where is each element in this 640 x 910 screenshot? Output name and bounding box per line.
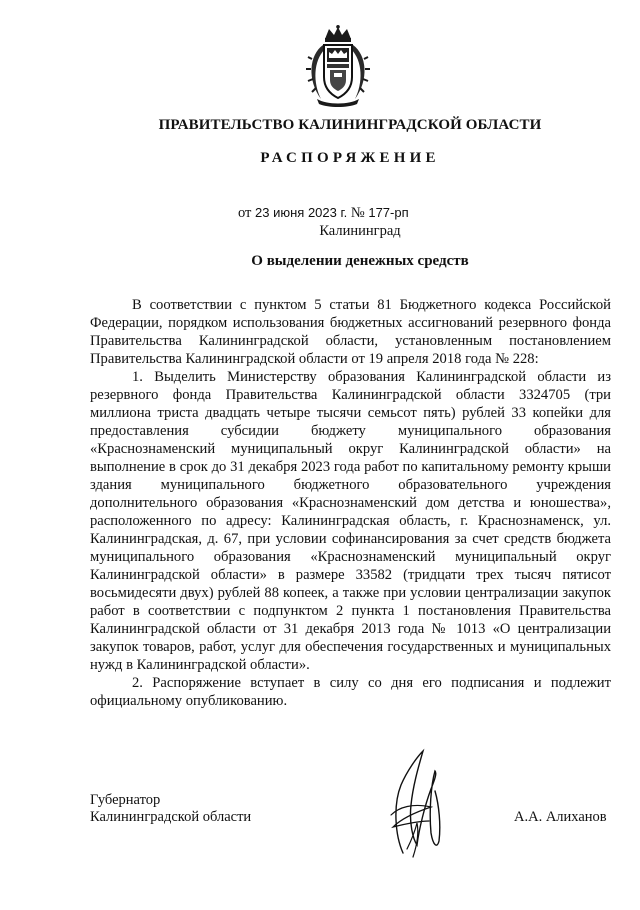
date-number-line [238,205,409,222]
signer-position-line-1: Губернатор [90,792,161,808]
document-subject: О выделении денежных средств [251,253,469,269]
body-paragraph-item-2: 2. Распоряжение вступает в силу со дня его подписания и подлежит официальному опубликованию. [90,675,611,709]
document-date: 23 июня 2023 г. [255,205,348,220]
body-paragraph-item-1: 1. Выделить Министерству образования Калининградской области из резервного фонда Правительства Калининградской области 3324705 (три миллиона триста двадцать четыре тысячи семьсот пять) рублей 33 копейки для предоставления субсидии бюджету муниципального образования «Краснознаменский муниципальный округ Калининградской области» на выполнение в срок до 31 декабря 2023 года работ по капитальному ремонту крыши здания муниципального бюджетного образовательного учреждения дополнительного образования «Краснознаменский дом детства и юношества», расположенного по адресу: Калининградская область, г. Краснознаменск, ул. Калининградская, д. 67, при условии софинансирования за счет средств бюджета муниципального образования «Краснознаменский муниципальный округ Калининградской области» в размере 33582 (тридцати трех тысяч пятисот восьмидесяти двух) рублей 88 копеек, а также при условии централизации закупок работ в соответствии с подпунктом 2 пункта 1 постановления Правительства Калининградской области от 31 декабря 2013 года № 1013 «О централизации закупок товаров, работ, услуг для обеспечения государственных и муниципальных нужд в Калининградской области». [90,369,611,673]
document-number: 177-рп [368,205,409,220]
coat-of-arms-icon [303,25,373,107]
document-type: РАСПОРЯЖЕНИЕ [260,150,440,166]
document-body [90,296,611,710]
government-name: ПРАВИТЕЛЬСТВО КАЛИНИНГРАДСКОЙ ОБЛАСТИ [158,117,542,133]
date-prefix: от [238,205,252,221]
signer-position-line-2: Калининградской области [90,809,252,825]
body-paragraph-preamble: В соответствии с пунктом 5 статьи 81 Бюджетного кодекса Российской Федерации, порядком использования бюджетных ассигнований резервного фонда Правительства Калининградской области, установленным постановлением Правительства Калининградской области от 19 апреля 2018 года № 228: [90,297,611,367]
signer-name: А.А. Алиханов [514,809,607,825]
city: Калининград [319,223,401,239]
number-prefix: № [350,205,365,221]
handwritten-signature-icon [373,745,453,865]
signer-position [90,792,251,826]
